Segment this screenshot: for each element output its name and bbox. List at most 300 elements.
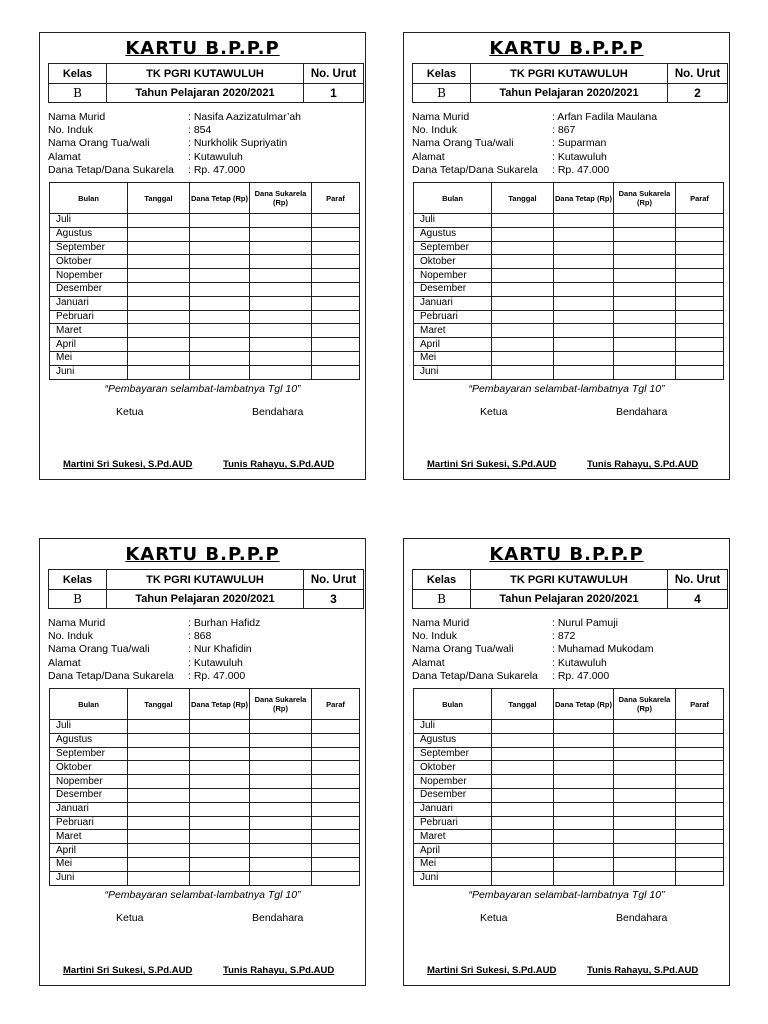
paraf-cell <box>312 857 360 871</box>
dana-sukarela-cell <box>614 324 676 338</box>
dana-value: : Rp. 47.000 <box>552 163 610 176</box>
table-row <box>50 830 360 844</box>
school-year: Tahun Pelajaran 2020/2021 <box>470 83 668 103</box>
student-info <box>412 617 722 683</box>
ortu-value: : Nurkholik Supriyatin <box>188 137 288 150</box>
header-bulan: Bulan <box>414 183 492 214</box>
kelas-label: Kelas <box>412 569 471 590</box>
table-row <box>50 871 360 885</box>
month-cell: Agustus <box>50 733 128 747</box>
dana-tetap-cell <box>190 802 250 816</box>
nama-murid-label: Nama Murid <box>412 617 470 629</box>
dana-tetap-cell <box>554 816 614 830</box>
paraf-cell <box>312 255 360 269</box>
tanggal-cell <box>128 747 190 761</box>
table-row <box>50 296 360 310</box>
table-row <box>414 761 724 775</box>
nama-murid-label: Nama Murid <box>48 617 106 629</box>
payment-note: “Pembayaran selambat-lambatnya Tgl 10” <box>468 383 665 395</box>
dana-tetap-cell <box>190 227 250 241</box>
tanggal-cell <box>492 761 554 775</box>
paraf-cell <box>676 255 724 269</box>
dana-tetap-cell <box>190 365 250 379</box>
month-cell: September <box>414 747 492 761</box>
table-row <box>50 802 360 816</box>
ketua-label: Ketua <box>116 406 144 418</box>
dana-sukarela-cell <box>250 802 312 816</box>
month-cell: Agustus <box>414 733 492 747</box>
month-cell: September <box>50 747 128 761</box>
paraf-cell <box>312 733 360 747</box>
dana-tetap-cell <box>554 338 614 352</box>
month-cell: Juli <box>414 214 492 228</box>
no-urut-label: No. Urut <box>667 63 728 84</box>
header-dana-tetap: Dana Tetap (Rp) <box>190 689 250 720</box>
month-cell: Juli <box>50 720 128 734</box>
tanggal-cell <box>492 365 554 379</box>
tanggal-cell <box>492 747 554 761</box>
dana-sukarela-cell <box>614 733 676 747</box>
dana-sukarela-cell <box>250 241 312 255</box>
header-tanggal: Tanggal <box>128 183 190 214</box>
paraf-cell <box>676 365 724 379</box>
alamat-value: : Kutawuluh <box>188 656 243 669</box>
dana-tetap-cell <box>554 324 614 338</box>
paraf-cell <box>676 338 724 352</box>
dana-tetap-cell <box>554 747 614 761</box>
month-cell: Mei <box>414 857 492 871</box>
no-induk-label: No. Induk <box>412 124 457 137</box>
kelas-label: Kelas <box>412 63 471 84</box>
table-row <box>50 282 360 296</box>
dana-sukarela-cell <box>614 816 676 830</box>
month-cell: Nopember <box>414 269 492 283</box>
payment-table <box>49 688 360 886</box>
kelas-value: B <box>48 589 107 609</box>
paraf-cell <box>312 720 360 734</box>
table-row <box>414 338 724 352</box>
payment-note: “Pembayaran selambat-lambatnya Tgl 10” <box>104 383 301 395</box>
no-urut-label: No. Urut <box>667 569 728 590</box>
dana-sukarela-cell <box>614 761 676 775</box>
dana-sukarela-cell <box>614 255 676 269</box>
paraf-cell <box>676 844 724 858</box>
dana-tetap-cell <box>190 255 250 269</box>
ketua-name: Martini Sri Sukesi, S.Pd.AUD <box>427 965 557 976</box>
table-row <box>50 255 360 269</box>
table-row <box>414 227 724 241</box>
tanggal-cell <box>128 338 190 352</box>
table-row <box>414 720 724 734</box>
paraf-cell <box>676 241 724 255</box>
dana-sukarela-cell <box>250 324 312 338</box>
month-cell: September <box>50 241 128 255</box>
month-cell: Januari <box>50 296 128 310</box>
tanggal-cell <box>492 241 554 255</box>
no-induk-label: No. Induk <box>48 124 93 137</box>
header-dana-sukarela: Dana Sukarela (Rp) <box>250 689 312 720</box>
table-row <box>50 310 360 324</box>
dana-tetap-cell <box>554 351 614 365</box>
ortu-label: Nama Orang Tua/wali <box>48 643 150 656</box>
dana-tetap-cell <box>190 747 250 761</box>
paraf-cell <box>312 844 360 858</box>
dana-tetap-cell <box>190 720 250 734</box>
card-header-grid <box>48 63 364 103</box>
tanggal-cell <box>128 310 190 324</box>
dana-tetap-cell <box>190 241 250 255</box>
dana-tetap-cell <box>190 830 250 844</box>
dana-tetap-cell <box>554 830 614 844</box>
bendahara-label: Bendahara <box>252 912 304 924</box>
ortu-value: : Muhamad Mukodam <box>552 643 654 656</box>
dana-tetap-cell <box>554 255 614 269</box>
table-row <box>414 255 724 269</box>
month-cell: Oktober <box>414 761 492 775</box>
table-row <box>50 227 360 241</box>
tanggal-cell <box>492 733 554 747</box>
paraf-cell <box>312 351 360 365</box>
card-title: KARTU B.P.P.P <box>125 38 280 59</box>
paraf-cell <box>312 241 360 255</box>
card-title: KARTU B.P.P.P <box>489 544 644 565</box>
dana-tetap-cell <box>190 338 250 352</box>
month-cell: Juli <box>50 214 128 228</box>
header-dana-sukarela: Dana Sukarela (Rp) <box>614 689 676 720</box>
header-tanggal: Tanggal <box>492 183 554 214</box>
alamat-value: : Kutawuluh <box>552 150 607 163</box>
student-info <box>48 111 358 177</box>
header-paraf: Paraf <box>676 689 724 720</box>
bendahara-name: Tunis Rahayu, S.Pd.AUD <box>587 965 699 976</box>
tanggal-cell <box>492 351 554 365</box>
header-dana-sukarela: Dana Sukarela (Rp) <box>250 183 312 214</box>
dana-label: Dana Tetap/Dana Sukarela <box>48 669 174 682</box>
no-urut-label: No. Urut <box>303 63 364 84</box>
ketua-name: Martini Sri Sukesi, S.Pd.AUD <box>427 459 557 470</box>
dana-tetap-cell <box>190 871 250 885</box>
paraf-cell <box>676 761 724 775</box>
month-cell: April <box>414 844 492 858</box>
paraf-cell <box>312 269 360 283</box>
tanggal-cell <box>492 802 554 816</box>
paraf-cell <box>676 816 724 830</box>
dana-sukarela-cell <box>614 775 676 789</box>
dana-tetap-cell <box>554 214 614 228</box>
dana-sukarela-cell <box>614 844 676 858</box>
no-induk-label: No. Induk <box>48 630 93 643</box>
table-row <box>414 282 724 296</box>
dana-sukarela-cell <box>250 338 312 352</box>
dana-sukarela-cell <box>250 830 312 844</box>
dana-tetap-cell <box>190 788 250 802</box>
table-row <box>414 214 724 228</box>
tanggal-cell <box>492 282 554 296</box>
nama-murid-value: : Nurul Pamuji <box>552 617 618 629</box>
header-paraf: Paraf <box>676 183 724 214</box>
header-tanggal: Tanggal <box>128 689 190 720</box>
dana-sukarela-cell <box>250 282 312 296</box>
dana-tetap-cell <box>554 844 614 858</box>
header-bulan: Bulan <box>414 689 492 720</box>
header-bulan: Bulan <box>50 689 128 720</box>
table-row <box>414 871 724 885</box>
month-cell: Desember <box>50 282 128 296</box>
paraf-cell <box>312 871 360 885</box>
no-induk-value: : 867 <box>552 124 576 137</box>
kelas-value: B <box>412 589 471 609</box>
tanggal-cell <box>492 269 554 283</box>
month-cell: Oktober <box>50 255 128 269</box>
card-title: KARTU B.P.P.P <box>125 544 280 565</box>
nama-murid-value: : Nasifa Aazizatulmar’ah <box>188 111 302 123</box>
school-name: TK PGRI KUTAWULUH <box>106 63 304 84</box>
alamat-label: Alamat <box>412 656 445 669</box>
dana-sukarela-cell <box>614 720 676 734</box>
table-row <box>50 775 360 789</box>
school-year: Tahun Pelajaran 2020/2021 <box>106 83 304 103</box>
dana-sukarela-cell <box>250 720 312 734</box>
paraf-cell <box>676 802 724 816</box>
no-urut-label: No. Urut <box>303 569 364 590</box>
header-tanggal: Tanggal <box>492 689 554 720</box>
dana-sukarela-cell <box>250 214 312 228</box>
paraf-cell <box>676 720 724 734</box>
card-header-grid <box>412 569 728 609</box>
dana-tetap-cell <box>554 241 614 255</box>
tanggal-cell <box>128 255 190 269</box>
dana-tetap-cell <box>190 733 250 747</box>
no-urut-value: 3 <box>303 589 364 609</box>
paraf-cell <box>312 296 360 310</box>
dana-tetap-cell <box>190 214 250 228</box>
paraf-cell <box>312 227 360 241</box>
nama-murid-value: : Burhan Hafidz <box>188 617 261 629</box>
month-cell: September <box>414 241 492 255</box>
bendahara-label: Bendahara <box>616 406 668 418</box>
dana-tetap-cell <box>554 733 614 747</box>
table-row <box>50 857 360 871</box>
tanggal-cell <box>128 324 190 338</box>
payment-note: “Pembayaran selambat-lambatnya Tgl 10” <box>104 889 301 901</box>
dana-sukarela-cell <box>614 871 676 885</box>
tanggal-cell <box>492 720 554 734</box>
tanggal-cell <box>492 775 554 789</box>
kelas-value: B <box>412 83 471 103</box>
month-cell: April <box>50 338 128 352</box>
tanggal-cell <box>128 365 190 379</box>
month-cell: Pebruari <box>50 310 128 324</box>
ketua-label: Ketua <box>116 912 144 924</box>
bppp-card-4 <box>403 538 730 986</box>
month-cell: Nopember <box>50 775 128 789</box>
dana-tetap-cell <box>190 296 250 310</box>
bendahara-name: Tunis Rahayu, S.Pd.AUD <box>587 459 699 470</box>
dana-tetap-cell <box>554 365 614 379</box>
dana-tetap-cell <box>190 351 250 365</box>
alamat-value: : Kutawuluh <box>188 150 243 163</box>
table-row <box>414 802 724 816</box>
header-dana-tetap: Dana Tetap (Rp) <box>554 183 614 214</box>
paraf-cell <box>312 788 360 802</box>
tanggal-cell <box>128 720 190 734</box>
dana-tetap-cell <box>554 296 614 310</box>
paraf-cell <box>676 310 724 324</box>
table-row <box>414 241 724 255</box>
tanggal-cell <box>128 844 190 858</box>
dana-tetap-cell <box>190 269 250 283</box>
paraf-cell <box>676 269 724 283</box>
paraf-cell <box>676 788 724 802</box>
table-row <box>50 720 360 734</box>
tanggal-cell <box>492 788 554 802</box>
dana-tetap-cell <box>554 788 614 802</box>
tanggal-cell <box>128 788 190 802</box>
dana-tetap-cell <box>190 857 250 871</box>
month-cell: Juni <box>414 365 492 379</box>
tanggal-cell <box>492 338 554 352</box>
tanggal-cell <box>128 241 190 255</box>
dana-sukarela-cell <box>614 214 676 228</box>
tanggal-cell <box>492 227 554 241</box>
month-cell: Januari <box>414 296 492 310</box>
dana-tetap-cell <box>554 269 614 283</box>
no-induk-value: : 872 <box>552 630 576 643</box>
month-cell: Maret <box>414 830 492 844</box>
month-cell: Maret <box>50 830 128 844</box>
tanggal-cell <box>128 775 190 789</box>
table-row <box>50 241 360 255</box>
no-urut-value: 1 <box>303 83 364 103</box>
ketua-label: Ketua <box>480 912 508 924</box>
dana-sukarela-cell <box>250 269 312 283</box>
dana-tetap-cell <box>554 857 614 871</box>
table-row <box>50 761 360 775</box>
paraf-cell <box>676 227 724 241</box>
kelas-label: Kelas <box>48 63 107 84</box>
paraf-cell <box>312 338 360 352</box>
dana-sukarela-cell <box>614 338 676 352</box>
paraf-cell <box>312 365 360 379</box>
paraf-cell <box>312 282 360 296</box>
table-row <box>50 269 360 283</box>
tanggal-cell <box>128 733 190 747</box>
table-row <box>414 844 724 858</box>
month-cell: Oktober <box>414 255 492 269</box>
paraf-cell <box>312 214 360 228</box>
tanggal-cell <box>492 214 554 228</box>
dana-sukarela-cell <box>250 857 312 871</box>
month-cell: Desember <box>414 788 492 802</box>
dana-sukarela-cell <box>250 871 312 885</box>
dana-tetap-cell <box>190 775 250 789</box>
header-paraf: Paraf <box>312 183 360 214</box>
paraf-cell <box>312 775 360 789</box>
table-row <box>50 365 360 379</box>
tanggal-cell <box>128 214 190 228</box>
student-info <box>48 617 358 683</box>
bppp-card-2 <box>403 32 730 480</box>
paraf-cell <box>312 761 360 775</box>
table-row <box>414 324 724 338</box>
month-cell: Januari <box>414 802 492 816</box>
dana-sukarela-cell <box>614 788 676 802</box>
school-name: TK PGRI KUTAWULUH <box>106 569 304 590</box>
month-cell: Agustus <box>414 227 492 241</box>
month-cell: Desember <box>414 282 492 296</box>
dana-tetap-cell <box>554 310 614 324</box>
tanggal-cell <box>128 857 190 871</box>
dana-tetap-cell <box>190 816 250 830</box>
card-header-grid <box>48 569 364 609</box>
table-row <box>50 324 360 338</box>
dana-value: : Rp. 47.000 <box>188 163 246 176</box>
month-cell: Pebruari <box>414 816 492 830</box>
paraf-cell <box>312 830 360 844</box>
table-row <box>414 310 724 324</box>
dana-sukarela-cell <box>614 241 676 255</box>
header-dana-tetap: Dana Tetap (Rp) <box>554 689 614 720</box>
tanggal-cell <box>492 310 554 324</box>
ortu-label: Nama Orang Tua/wali <box>412 643 514 656</box>
student-info <box>412 111 722 177</box>
dana-sukarela-cell <box>614 802 676 816</box>
paraf-cell <box>676 747 724 761</box>
bppp-card-1 <box>39 32 366 480</box>
paraf-cell <box>312 802 360 816</box>
dana-label: Dana Tetap/Dana Sukarela <box>412 163 538 176</box>
bendahara-name: Tunis Rahayu, S.Pd.AUD <box>223 965 335 976</box>
month-cell: Pebruari <box>50 816 128 830</box>
dana-tetap-cell <box>190 324 250 338</box>
paraf-cell <box>676 282 724 296</box>
dana-sukarela-cell <box>250 351 312 365</box>
month-cell: Juli <box>414 720 492 734</box>
table-row <box>50 733 360 747</box>
dana-sukarela-cell <box>250 775 312 789</box>
table-row <box>50 214 360 228</box>
dana-sukarela-cell <box>250 296 312 310</box>
dana-label: Dana Tetap/Dana Sukarela <box>412 669 538 682</box>
nama-murid-label: Nama Murid <box>412 111 470 123</box>
tanggal-cell <box>128 816 190 830</box>
dana-sukarela-cell <box>250 761 312 775</box>
paraf-cell <box>676 296 724 310</box>
dana-sukarela-cell <box>614 296 676 310</box>
header-bulan: Bulan <box>50 183 128 214</box>
month-cell: Agustus <box>50 227 128 241</box>
month-cell: Oktober <box>50 761 128 775</box>
month-cell: Nopember <box>414 775 492 789</box>
table-row <box>414 733 724 747</box>
dana-sukarela-cell <box>614 351 676 365</box>
card-title: KARTU B.P.P.P <box>489 38 644 59</box>
paraf-cell <box>676 351 724 365</box>
dana-sukarela-cell <box>614 310 676 324</box>
month-cell: Juni <box>50 871 128 885</box>
paraf-cell <box>312 747 360 761</box>
month-cell: Juni <box>414 871 492 885</box>
ketua-label: Ketua <box>480 406 508 418</box>
payment-table <box>49 182 360 380</box>
alamat-value: : Kutawuluh <box>552 656 607 669</box>
dana-tetap-cell <box>554 227 614 241</box>
paraf-cell <box>676 733 724 747</box>
tanggal-cell <box>128 282 190 296</box>
dana-value: : Rp. 47.000 <box>188 669 246 682</box>
month-cell: Nopember <box>50 269 128 283</box>
no-urut-value: 2 <box>667 83 728 103</box>
